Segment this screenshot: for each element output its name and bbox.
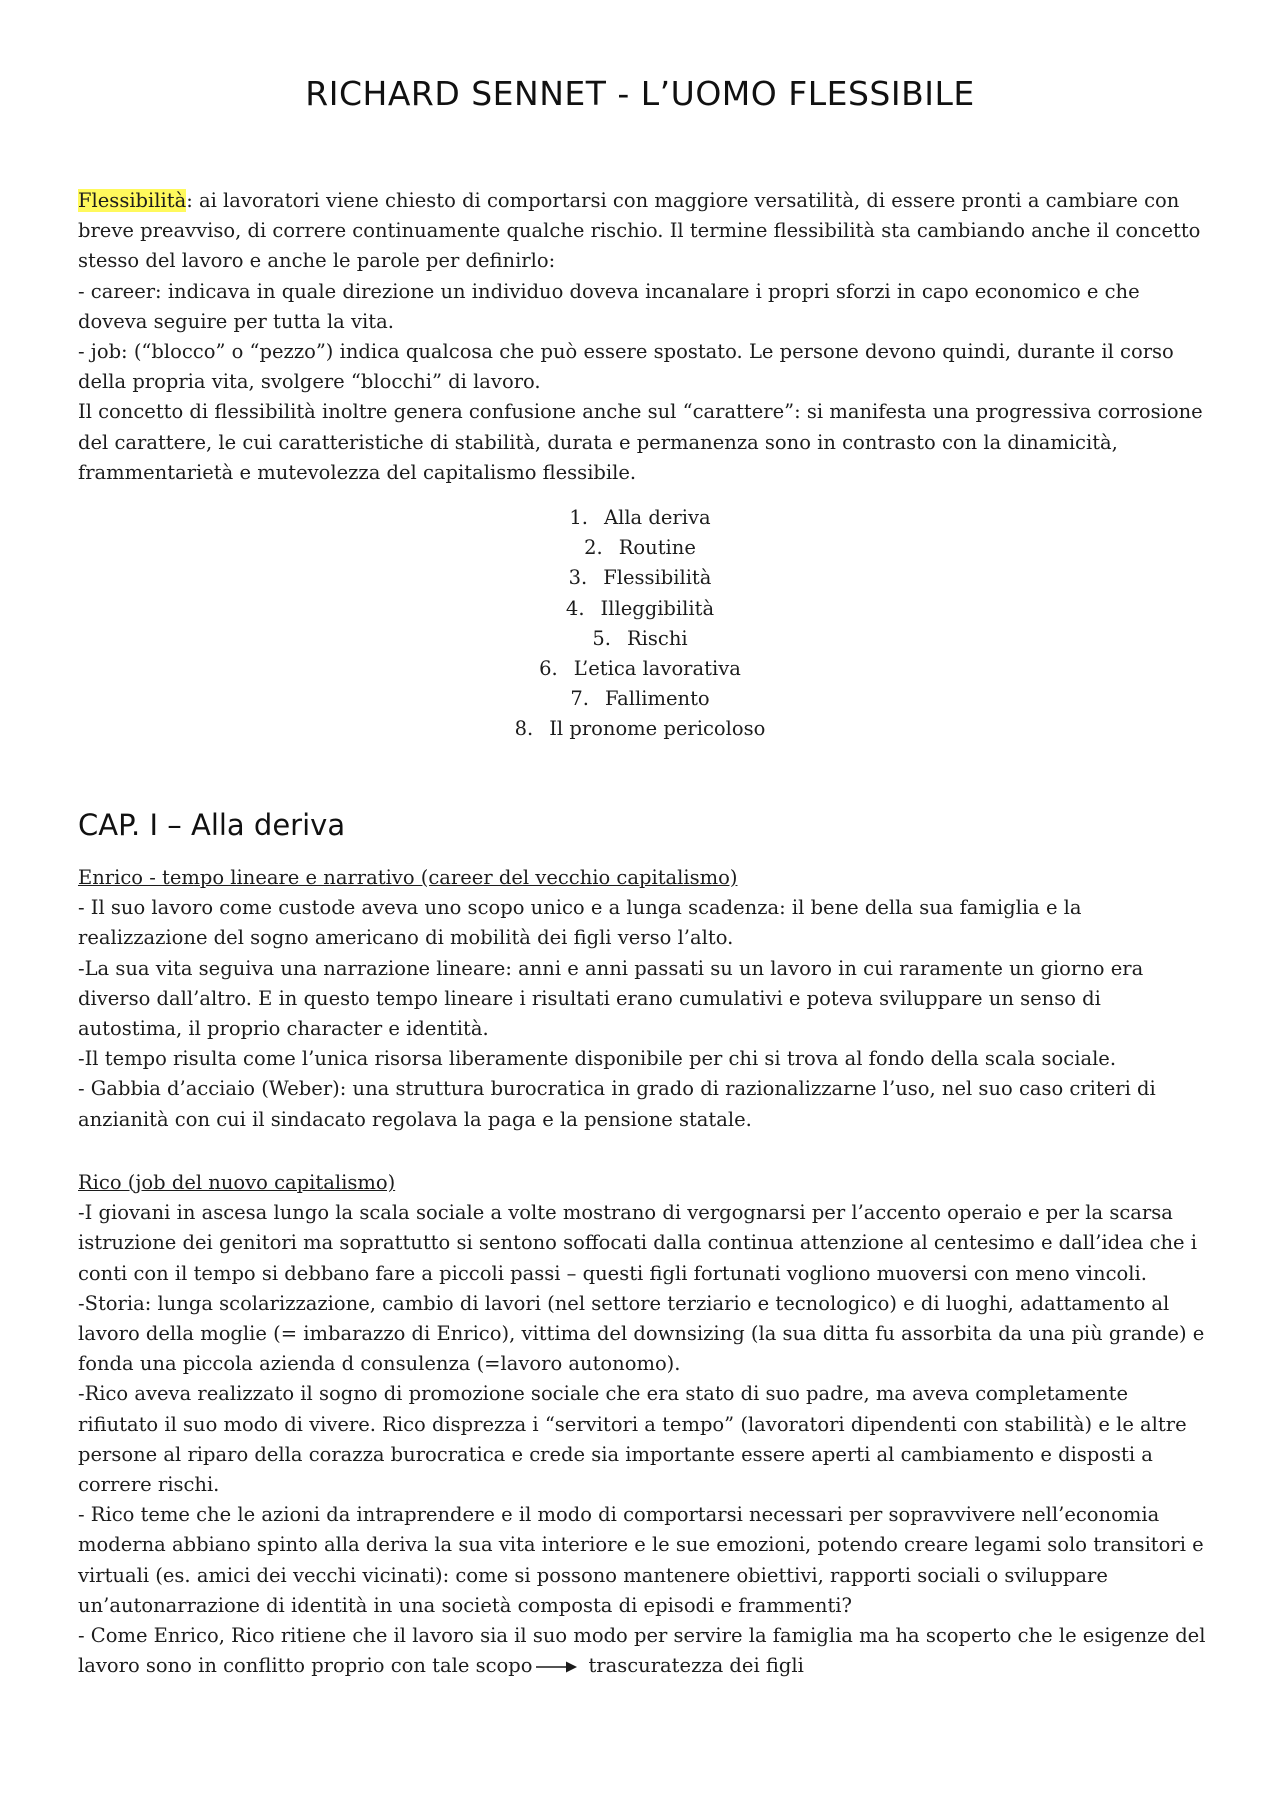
toc-item (0, 594, 1280, 624)
enrico-section (78, 863, 1208, 1135)
enrico-point: - Gabbia d’acciaio (Weber): una struttura burocratica in grado di razionalizzarne l’uso, nel suo caso criteri di anzianità con cui il sindacato regolava la paga e la pensione statale. (78, 1077, 1156, 1131)
toc-item (0, 714, 1280, 744)
toc-item (0, 533, 1280, 563)
toc-number: 3. (568, 566, 588, 590)
rico-section (78, 1168, 1208, 1681)
rico-subheading: Rico (job del nuovo capitalismo) (78, 1171, 396, 1194)
rico-last-point (78, 1621, 1208, 1681)
rico-point: - Rico teme che le azioni da intraprendere e il modo di comportarsi necessari per sopravvivere nell’economia moderna abbiano spinto alla deriva la sua vita interiore e le sue emozioni, potendo creare legami solo transitori e virtuali (es. amici dei vecchi vicinati): come si possono mantenere obiettivi, rapporti sociali o sviluppare un’autonarrazione di identità in una società composta di episodi e frammenti? (78, 1503, 1204, 1617)
toc-number: 8. (514, 717, 534, 741)
toc-number: 2. (584, 536, 603, 560)
table-of-contents (0, 503, 1280, 745)
rico-point: -Rico aveva realizzato il sogno di promozione sociale che era stato di suo padre, ma aveva completamente rifiutato il suo modo di vivere. Rico disprezza i “servitori a tempo” (lavoratori dipendenti con stabilità) e le altre persone al riparo della corazza burocratica e crede sia importante essere aperti al cambiamento e disposti a correre rischi. (78, 1382, 1187, 1497)
toc-item (0, 654, 1280, 684)
toc-label: Fallimento (604, 687, 710, 711)
toc-label: Alla deriva (604, 506, 711, 529)
rico-point: -Storia: lunga scolarizzazione, cambio di lavori (nel settore terziario e tecnologico) e di luoghi, adattamento al lavoro della moglie (= imbarazzo di Enrico), vittima del downsizing (la sua ditta fu assorbita da una più grande) e fonda una piccola azienda d consulenza (=lavoro autonomo). (78, 1291, 1205, 1376)
toc-label: Rischi (626, 626, 688, 650)
toc-number: 4. (565, 596, 585, 620)
toc-number: 1. (569, 506, 588, 529)
job-definition: - job: (“blocco” o “pezzo”) indica qualcosa che può essere spostato. Le persone devono quindi, durante il corso della propria vita, svolgere “blocchi” di lavoro. (78, 340, 1174, 394)
enrico-point: -Il tempo risulta come l’unica risorsa liberamente disponibile per chi si trova al fondo della scala sociale. (78, 1047, 1117, 1071)
toc-item (0, 563, 1280, 593)
career-definition: - career: indicava in quale direzione un individuo doveva incanalare i propri sforzi in capo economico e che doveva seguire per tutta la vita. (78, 279, 1140, 333)
toc-number: 5. (592, 626, 611, 650)
toc-item (0, 684, 1280, 714)
toc-number: 7. (570, 687, 589, 711)
intro-definition (78, 186, 1208, 277)
definition-text: : ai lavoratori viene chiesto di comportarsi con maggiore versatilità, di essere pronti a cambiare con breve preavviso, di correre continuamente qualche rischio. Il termine flessibilità sta cambiando anche il concetto stesso del lavoro e anche le parole per definirlo: (78, 189, 1201, 273)
toc-label: Routine (618, 536, 696, 560)
arrow-right-icon (536, 1660, 578, 1674)
enrico-point: -La sua vita seguiva una narrazione lineare: anni e anni passati su un lavoro in cui raramente un giorno era diverso dall’altro. E in questo tempo lineare i risultati erano cumulativi e poteva sviluppare un senso di autostima, il proprio character e identità. (78, 956, 1144, 1041)
toc-label: Il pronome pericoloso (549, 717, 766, 741)
intro-section (78, 186, 1208, 488)
enrico-point: - Il suo lavoro come custode aveva uno scopo unico e a lunga scadenza: il bene della sua famiglia e la realizzazione del sogno americano di mobilità dei figli verso l’alto. (78, 896, 1082, 950)
carattere-paragraph: Il concetto di flessibilità inoltre genera confusione anche sul “carattere”: si manifesta una progressiva corrosione del carattere, le cui caratteristiche di stabilità, durata e permanenza sono in contrasto con la dinamicità, frammentarietà e mutevolezza del capitalismo flessibile. (78, 400, 1203, 484)
document-title: RICHARD SENNET - L’UOMO FLESSIBILE (305, 74, 975, 113)
enrico-subheading: Enrico - tempo lineare e narrativo (career del vecchio capitalismo) (78, 866, 738, 889)
chapter-heading: CAP. I – Alla deriva (78, 808, 346, 842)
toc-number: 6. (539, 657, 558, 681)
toc-item (0, 624, 1280, 654)
toc-label: L’etica lavorativa (573, 657, 741, 681)
rico-point: -I giovani in ascesa lungo la scala sociale a volte mostrano di vergognarsi per l’accento operaio e per la scarsa istruzione dei genitori ma soprattutto si sentono soffocati dalla continua attenzione al centesimo e dall’idea che i conti con il tempo si debbano fare a piccoli passi – questi figli fortunati vogliono muoversi con meno vincoli. (78, 1201, 1198, 1285)
toc-label: Illeggibilità (600, 596, 715, 620)
rico-last-result: trascuratezza dei figli (588, 1654, 804, 1678)
toc-item (0, 503, 1280, 533)
rico-last-text: - Come Enrico, Rico ritiene che il lavoro sia il suo modo per servire la famiglia ma ha scoperto che le esigenze del lavoro sono in conflitto proprio con tale scopo (78, 1624, 1206, 1678)
highlighted-term: Flessibilità (78, 189, 187, 212)
toc-label: Flessibilità (603, 566, 712, 590)
